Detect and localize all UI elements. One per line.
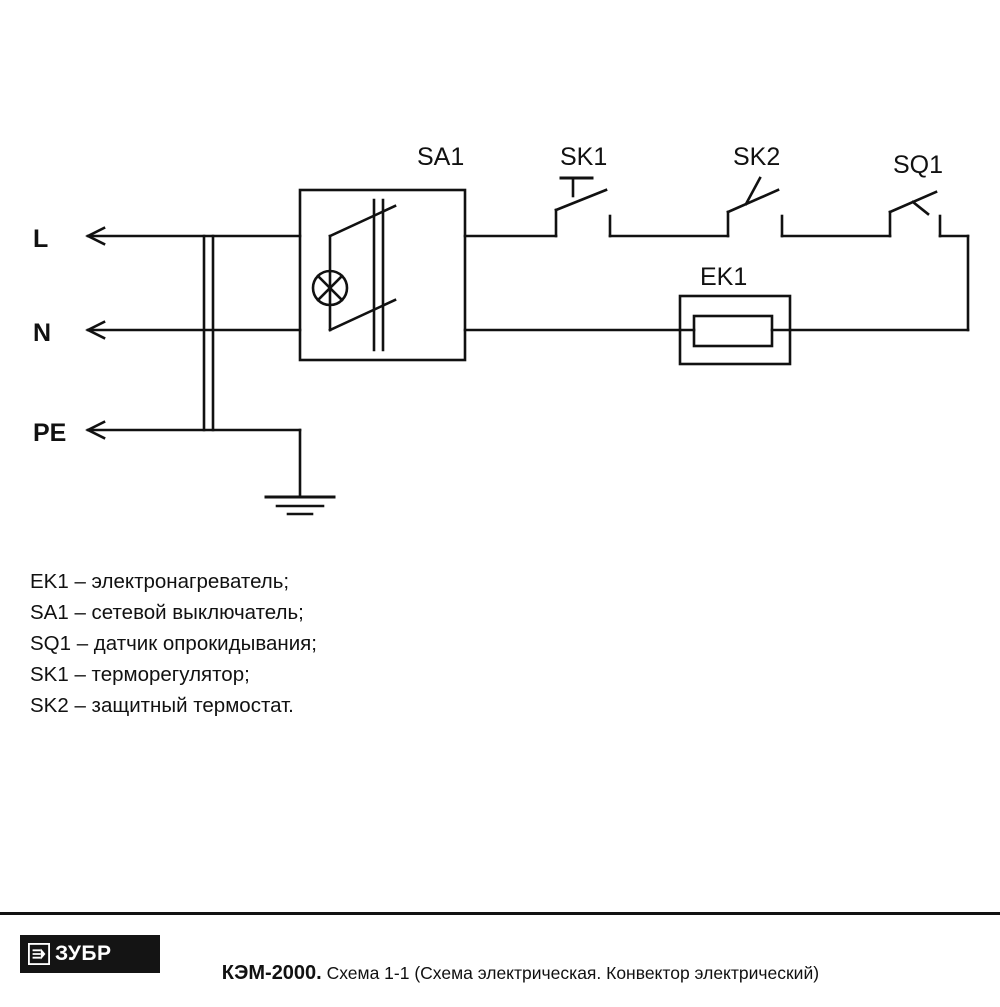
component-label-sq1: SQ1 — [893, 151, 944, 179]
terminal-label-n: N — [33, 319, 52, 347]
footer-model: КЭМ-2000. — [221, 962, 322, 984]
sk1-blade — [556, 190, 606, 210]
legend-block — [30, 566, 630, 721]
legend-item: SK1 – терморегулятор; — [30, 663, 250, 686]
legend-item: SA1 – сетевой выключатель; — [30, 601, 304, 624]
footer — [0, 930, 1000, 984]
brand-logo — [20, 935, 160, 973]
component-label-sk2: SK2 — [733, 143, 781, 171]
terminal-label-pe: PE — [33, 419, 67, 447]
arrow-right-icon — [28, 943, 50, 965]
legend-item: EK1 – электронагреватель; — [30, 570, 290, 593]
component-label-sa1: SA1 — [417, 143, 465, 171]
sq1-actuator-mark — [913, 202, 928, 214]
sa1-contact-upper — [330, 206, 395, 236]
legend-item: SK2 – защитный термостат. — [30, 694, 294, 717]
ek1-element — [694, 316, 772, 346]
component-label-ek1: EK1 — [700, 263, 748, 291]
brand-logo-text: ЗУБР — [55, 942, 112, 965]
footer-description: Схема 1-1 (Схема электрическая. Конвектор электрический) — [321, 963, 820, 983]
sa1-contact-lower — [330, 300, 395, 330]
component-label-sk1: SK1 — [560, 143, 608, 171]
legend-item: SQ1 – датчик опрокидывания; — [30, 632, 317, 655]
terminal-label-l: L — [33, 225, 49, 253]
footer-caption — [190, 940, 819, 1007]
footer-divider — [0, 912, 1000, 915]
